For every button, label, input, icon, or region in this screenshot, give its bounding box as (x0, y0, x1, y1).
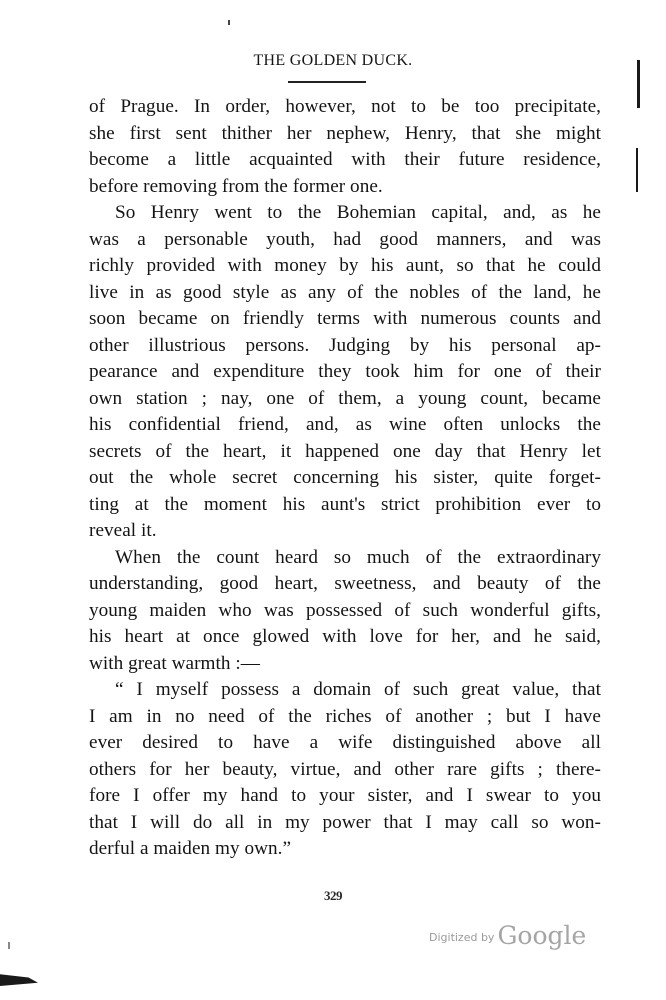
text-line: ever desired to have a wife distinguished above all (89, 732, 601, 753)
google-logo: Google (497, 921, 587, 950)
text-line: become a little acquainted with their future residence, (89, 149, 601, 170)
text-line: was a personable youth, had good manners, and was (89, 228, 601, 250)
text-line: own station ; nay, one of them, a young count, became (89, 387, 601, 409)
text-line: understanding, good heart, sweetness, and beauty of the (89, 573, 601, 594)
text-line: fore I offer my hand to your sister, and I swear to you (89, 785, 601, 806)
text-line: richly provided with money by his aunt, so that he could (89, 255, 601, 276)
text-line: When the count heard so much of the extraordinary (115, 546, 601, 568)
scan-edge-mark (8, 942, 10, 949)
watermark-prefix: Digitized by (429, 931, 495, 944)
text-line: others for her beauty, virtue, and other rare gifts ; there- (89, 758, 601, 780)
body-text (89, 94, 601, 863)
text-line: that I will do all in my power that I may call so won- (89, 811, 601, 833)
text-line: pearance and expenditure they took him for one of their (89, 361, 601, 382)
text-line: with great warmth :— (89, 652, 260, 674)
text-line: derful a maiden my own.” (89, 838, 292, 859)
text-line: she first sent thither her nephew, Henry, that she might (89, 122, 601, 144)
text-line: before removing from the former one. (89, 175, 383, 197)
text-line: young maiden who was possessed of such wonderful gifts, (89, 599, 601, 621)
text-line: live in as good style as any of the nobles of the land, he (89, 281, 601, 303)
page-number: 329 (324, 888, 342, 903)
text-line: “ I myself possess a domain of such great value, that (115, 679, 601, 700)
digitized-watermark (429, 921, 586, 950)
text-line: reveal it. (89, 520, 157, 541)
text-line: secrets of the heart, it happened one day that Henry let (89, 440, 601, 462)
scan-edge-mark (636, 148, 638, 192)
running-head: THE GOLDEN DUCK. (253, 52, 413, 69)
text-line: other illustrious persons. Judging by his personal ap- (89, 334, 601, 356)
scan-dot (228, 20, 230, 25)
text-line: his confidential friend, and, as wine often unlocks the (89, 414, 601, 435)
text-line: I am in no need of the riches of another ; but I have (89, 705, 601, 727)
text-line: out the whole secret concerning his sister, quite forget- (89, 467, 601, 488)
text-line: So Henry went to the Bohemian capital, and, as he (115, 202, 601, 223)
scan-corner-mark (0, 973, 38, 986)
header-rule (288, 81, 366, 83)
text-line: ting at the moment his aunt's strict prohibition ever to (89, 493, 601, 515)
text-line: of Prague. In order, however, not to be too precipitate, (89, 96, 601, 117)
text-line: soon became on friendly terms with numerous counts and (89, 308, 601, 329)
text-line: his heart at once glowed with love for her, and he said, (89, 626, 601, 647)
